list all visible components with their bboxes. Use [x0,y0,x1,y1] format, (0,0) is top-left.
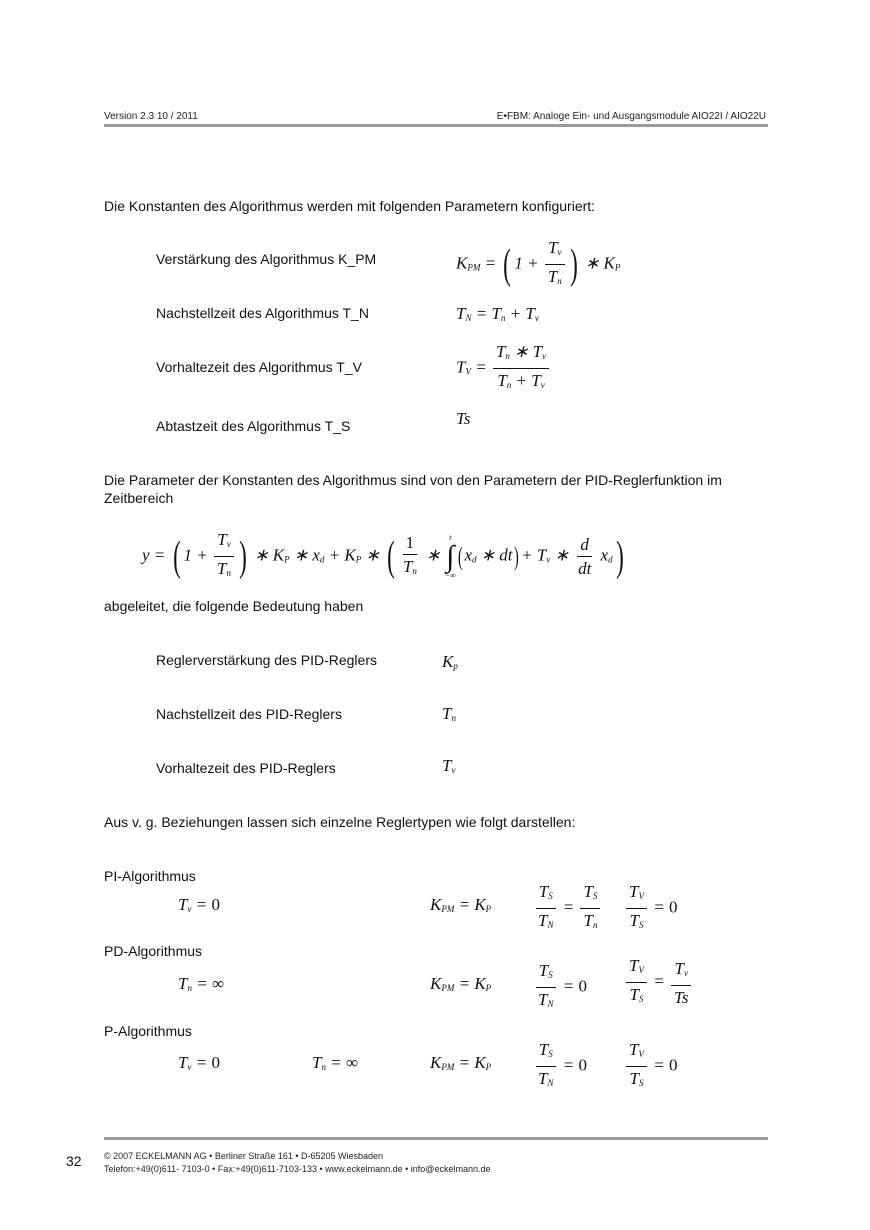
p-ts-ratio: $\frac{T_S}{T_N}$ = 0 [533,1040,587,1093]
p-tv-ratio: $\frac{T_V}{T_S}$ = 0 [624,1040,677,1093]
pi-heading: PI-Algorithmus [104,868,196,884]
footer-address: © 2007 ECKELMANN AG • Berliner Straße 161 • D-65205 Wiesbaden [104,1151,384,1161]
pd-heading: PD-Algorithmus [104,943,203,959]
param-label-kpm: Verstärkung des Algorithmus K_PM [156,251,377,267]
pid-intro-text: Die Parameter der Konstanten des Algorithmus sind von den Parametern der PID-Reglerfunktion im [104,472,722,488]
formula-tn: $T_N = T_n + T_v$ [456,304,539,323]
formula-ts: Ts [456,409,471,428]
symbol-tv: $T_v$ [442,756,456,775]
p-tn-infinity: $T_n$ = ∞ [312,1053,359,1072]
pi-tv-zero: $T_v = 0$ [178,895,220,914]
formula-kpm: $K_{PM}$ = ( 1 + $\frac{T_v}{T_n}$ ) ∗ $K_P$ [456,238,621,288]
p-kpm: $K_{PM} = K_P$ [430,1053,492,1072]
pd-tv-ratio: $\frac{T_V}{T_S}$ = $\frac{T_v}{Ts}$ [624,956,693,1009]
symbol-tn: $T_n$ [442,704,456,723]
formula-pid-time-domain: y = ( 1 + $\frac{T_v}{T_n}$ ) ∗ $K_P$ ∗ $x_d + K_P$ ∗ ( $\frac{1}{T_n}$ ∗ t ∫ −∞ ( $x_d$ ∗ $dt) + T_v$ ∗ $\frac{d}{dt}$ $x_d$) [142,530,624,580]
version-label: Version 2.3 10 / 2011 [104,111,198,122]
controller-types-text: Aus v. g. Beziehungen lassen sich einzelne Reglertypen wie folgt darstellen: [104,814,576,830]
document-title: E•FBM: Analoge Ein- und Ausgangsmodule AIO22I / AIO22U [496,111,766,122]
pid-label-tn: Nachstellzeit des PID-Reglers [156,706,342,722]
header-rule [104,124,768,127]
pid-label-kp: Reglerverstärkung des PID-Reglers [156,652,377,668]
symbol-kp: $K_p$ [442,652,458,671]
pd-kpm: $K_{PM} = K_P$ [430,974,492,993]
param-label-ts: Abtastzeit des Algorithmus T_S [156,418,351,434]
footer-rule [104,1137,768,1140]
footer-contact: Telefon:+49(0)611- 7103-0 • Fax:+49(0)611-7103-133 • www.eckelmann.de • info@eckelmann.de [104,1164,491,1174]
derived-text: abgeleitet, die folgende Bedeutung haben [104,598,364,614]
intro-text: Die Konstanten des Algorithmus werden mit folgenden Parametern konfiguriert: [104,198,596,214]
pi-ts-ratio: $\frac{T_S}{T_N}$ = $\frac{T_S}{T_n}$ [533,882,602,935]
pi-tv-ratio: $\frac{T_V}{T_S}$ = 0 [624,882,677,935]
param-label-tv: Vorhaltezeit des Algorithmus T_V [156,359,362,375]
p-tv-zero: $T_v = 0$ [178,1053,220,1072]
page-number: 32 [66,1153,82,1169]
pi-kpm: $K_{PM} = K_P$ [430,895,492,914]
pid-label-tv: Vorhaltezeit des PID-Reglers [156,760,336,776]
formula-tv: $T_V$ = $\frac{T_n ∗ T_v}{T_n + T_v}$ [456,342,551,395]
pd-tn-infinity: $T_n$ = ∞ [178,974,225,993]
pid-intro-text-cont: Zeitbereich [104,490,174,506]
pd-ts-ratio: $\frac{T_S}{T_N}$ = 0 [533,961,587,1014]
p-heading: P-Algorithmus [104,1023,192,1039]
param-label-tn: Nachstellzeit des Algorithmus T_N [156,305,369,321]
